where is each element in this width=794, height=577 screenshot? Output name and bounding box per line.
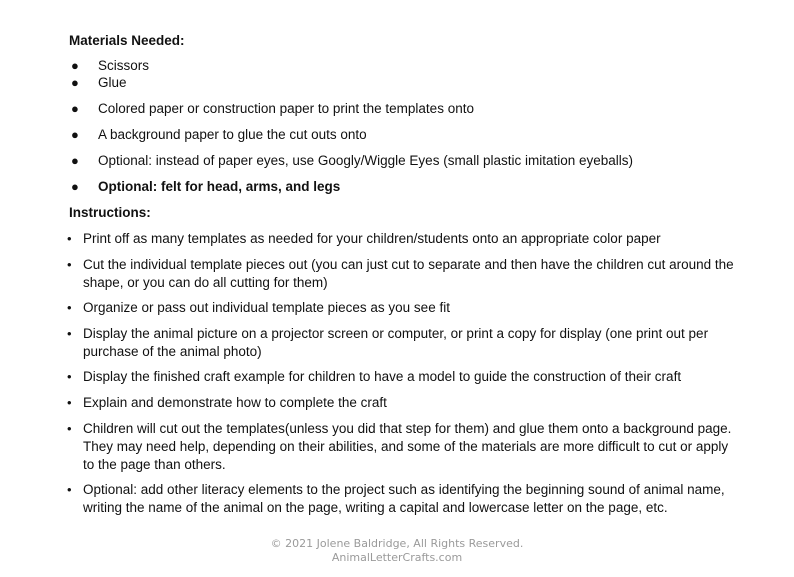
list-item — [67, 325, 743, 361]
list-item — [67, 230, 743, 248]
bullet-icon: ● — [71, 179, 79, 194]
list-item — [67, 481, 743, 517]
list-item-text: Display the animal picture on a projector screen or computer, or print a copy for display (one print out per purchase of the animal photo) — [83, 326, 709, 359]
bullet-icon: • — [67, 369, 72, 384]
bullet-icon: • — [67, 231, 72, 246]
bullet-icon: • — [67, 257, 72, 272]
instructions-heading: Instructions: — [69, 205, 151, 220]
bullet-icon: • — [67, 326, 72, 341]
list-item-text: Children will cut out the templates(unless you did that step for them) and glue them onto a background page. They may need help, depending on their abilities, and some of the materials are more difficult to cut or apply to the page than others. — [83, 421, 732, 472]
list-item — [67, 299, 743, 317]
list-item-text: Optional: felt for head, arms, and legs — [98, 179, 341, 194]
list-item-text: Scissors — [98, 58, 150, 73]
list-item-text: Glue — [98, 75, 127, 90]
bullet-icon: ● — [71, 153, 79, 168]
list-item-text: Explain and demonstrate how to complete the craft — [83, 395, 387, 410]
list-item — [67, 368, 743, 386]
list-item — [67, 420, 743, 474]
bullet-icon: ● — [71, 127, 79, 142]
bullet-icon: • — [67, 395, 72, 410]
bullet-icon: ● — [71, 58, 79, 73]
list-item — [71, 126, 367, 143]
list-item-text: Organize or pass out individual template pieces as you see fit — [83, 300, 450, 315]
list-item-text: Colored paper or construction paper to print the templates onto — [98, 101, 474, 116]
list-item — [71, 152, 634, 169]
materials-heading: Materials Needed: — [69, 33, 185, 48]
list-item-text: Optional: instead of paper eyes, use Googly/Wiggle Eyes (small plastic imitation eyeballs) — [98, 153, 634, 168]
footer-copyright: © 2021 Jolene Baldridge, All Rights Reserved. — [270, 537, 524, 550]
list-item — [71, 57, 150, 74]
footer-website: AnimalLetterCrafts.com — [331, 551, 463, 564]
list-item-text: Display the finished craft example for children to have a model to guide the construction of their craft — [83, 369, 682, 384]
list-item-text: A background paper to glue the cut outs onto — [98, 127, 367, 142]
list-item — [67, 394, 743, 412]
bullet-icon: • — [67, 421, 72, 436]
bullet-icon: ● — [71, 101, 79, 116]
list-item-text: Optional: add other literacy elements to the project such as identifying the beginning sound of animal name, writing the name of the animal on the page, writing a capital and lowercase letter on the page, etc. — [83, 482, 725, 515]
list-item — [71, 178, 341, 195]
bullet-icon: • — [67, 482, 72, 497]
list-item — [67, 256, 743, 292]
list-item — [71, 100, 474, 117]
bullet-icon: ● — [71, 75, 79, 90]
list-item — [71, 74, 127, 91]
bullet-icon: • — [67, 300, 72, 315]
list-item-text: Print off as many templates as needed for your children/students onto an appropriate color paper — [83, 231, 661, 246]
list-item-text: Cut the individual template pieces out (you can just cut to separate and then have the children cut around the shape, or you can do all cutting for them) — [83, 257, 734, 290]
